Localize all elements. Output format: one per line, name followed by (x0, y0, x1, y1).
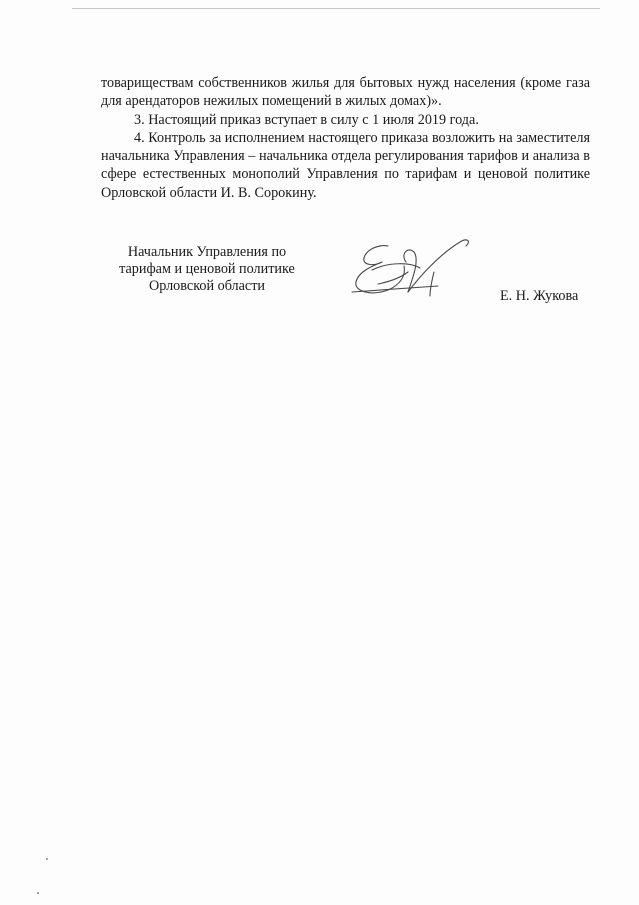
paragraph-continuation: товариществам собственников жилья для бытовых нужд населения (кроме газа для арендаторов нежилых помещений в жилых домах)». (101, 75, 590, 110)
signatory-position-line: тарифам и ценовой политике (119, 261, 295, 277)
signer-name: Е. Н. Жукова (500, 288, 579, 304)
signatory-position (110, 244, 304, 295)
order-body-text (101, 74, 590, 202)
handwritten-signature (348, 232, 478, 302)
top-scan-line (72, 8, 600, 9)
signatory-position-line: Орловской области (148, 278, 266, 294)
paragraph-4-control: 4. Контроль за исполнением настоящего приказа возложить на заместителя начальника Управления – начальника отдела регулирования тарифов и анализа в сфере естественных монополий Управления по тарифам и ценовой политике Орловской области И. В. Сорокину. (101, 129, 590, 201)
signatory-position-line: Начальник Управления по (127, 244, 287, 260)
scan-speck (37, 892, 39, 894)
scan-speck (46, 858, 48, 860)
paragraph-3-effective-date: 3. Настоящий приказ вступает в силу с 1 июля 2019 года. (134, 111, 479, 128)
